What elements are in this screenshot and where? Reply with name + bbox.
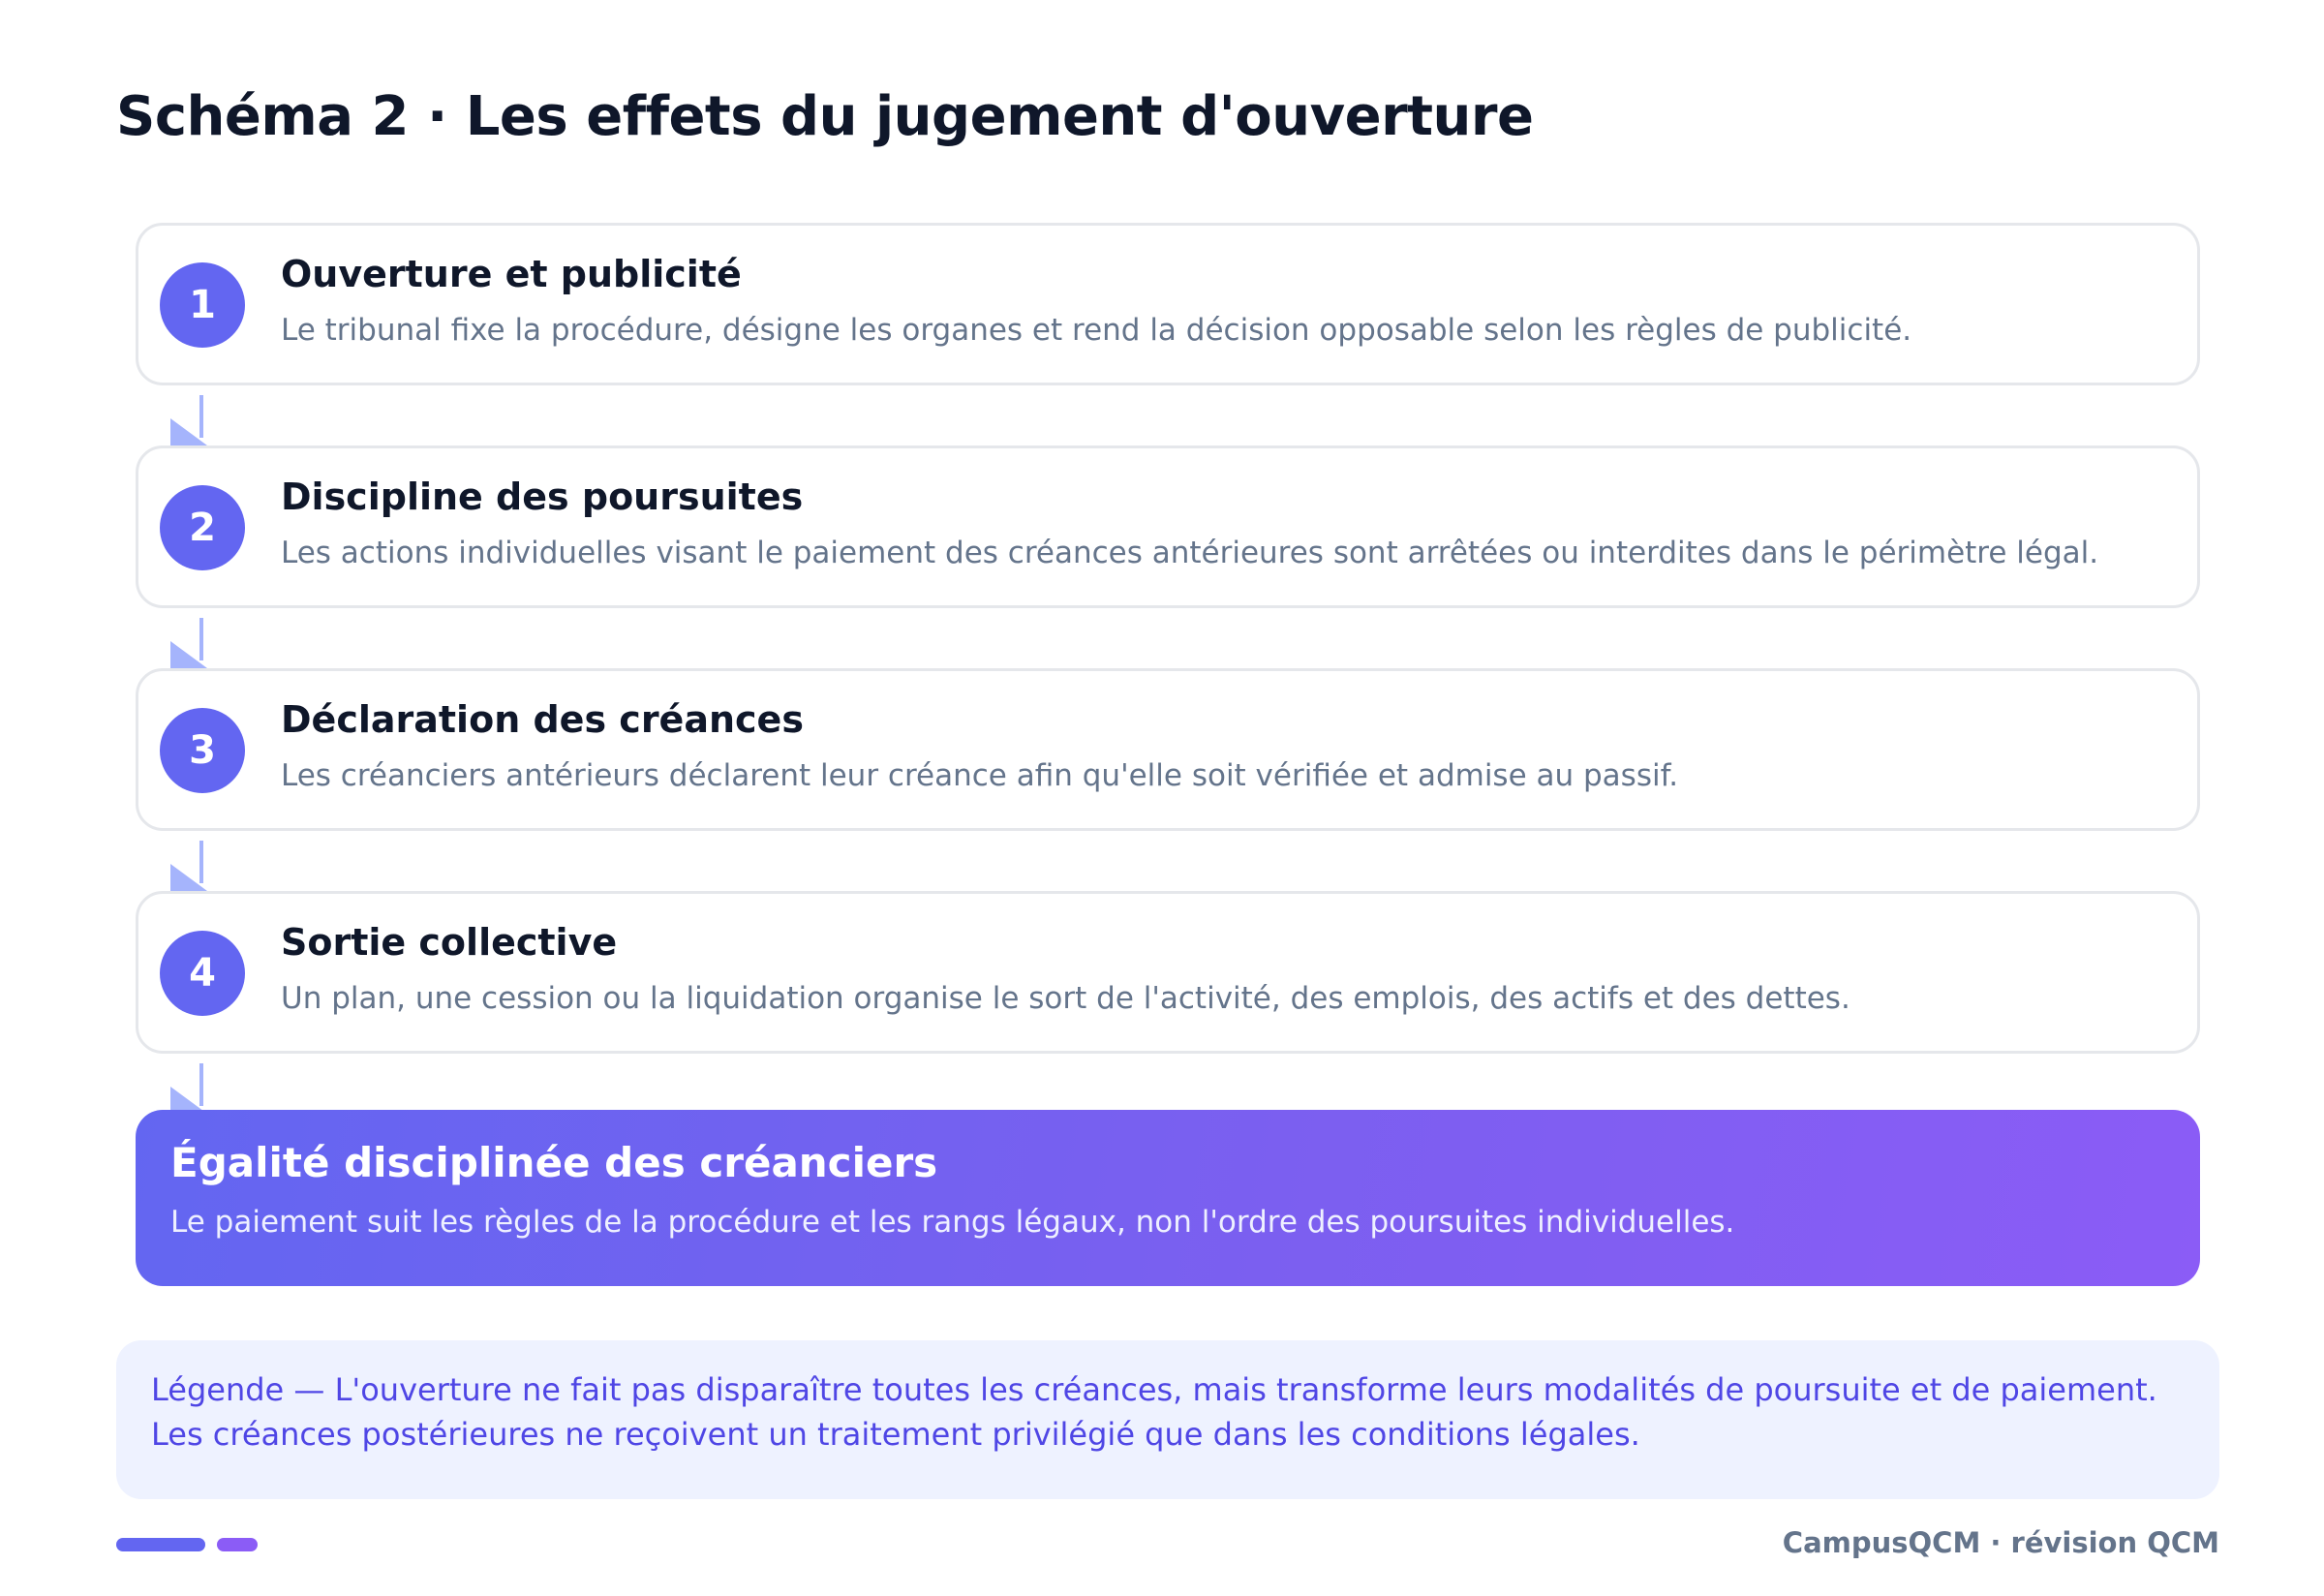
page-title: Schéma 2 · Les effets du jugement d'ouverture [116,85,1534,148]
step-card-3 [136,668,2200,831]
step-title: Ouverture et publicité [281,253,742,295]
connector-arrow-icon [168,1063,215,1114]
step-number-badge: 3 [160,708,245,793]
legend-line-1: Légende — L'ouverture ne fait pas disparaître toutes les créances, mais transforme leurs modalités de poursuite et de paiement. [151,1371,2157,1408]
step-description: Les actions individuelles visant le paiement des créances antérieures sont arrêtées ou interdites dans le périmètre légal. [281,536,2099,570]
step-number-badge: 2 [160,485,245,570]
step-card-4 [136,891,2200,1054]
step-card-2 [136,445,2200,608]
step-description: Un plan, une cession ou la liquidation organise le sort de l'activité, des emplois, des actifs et des dettes. [281,981,1850,1016]
footer-brand: CampusQCM · révision QCM [1782,1526,2219,1559]
step-card-1 [136,223,2200,385]
step-title: Discipline des poursuites [281,476,804,518]
connector-arrow-icon [168,841,215,891]
step-number-badge: 1 [160,262,245,348]
legend-box [116,1340,2219,1499]
decorative-bar-primary [116,1538,205,1551]
step-description: Le tribunal fixe la procédure, désigne les organes et rend la décision opposable selon les règles de publicité. [281,313,1912,348]
connector-arrow-icon [168,618,215,668]
step-title: Sortie collective [281,921,618,964]
decorative-bar-secondary [217,1538,258,1551]
result-title: Égalité disciplinée des créanciers [170,1139,938,1186]
legend-line-2: Les créances postérieures ne reçoivent un traitement privilégié que dans les conditions légales. [151,1416,1640,1453]
step-description: Les créanciers antérieurs déclarent leur créance afin qu'elle soit vérifiée et admise au passif. [281,758,1679,793]
connector-arrow-icon [168,395,215,445]
step-title: Déclaration des créances [281,698,804,741]
step-number-badge: 4 [160,931,245,1016]
result-description: Le paiement suit les règles de la procédure et les rangs légaux, non l'ordre des poursuites individuelles. [170,1205,1735,1240]
result-card [136,1110,2200,1286]
